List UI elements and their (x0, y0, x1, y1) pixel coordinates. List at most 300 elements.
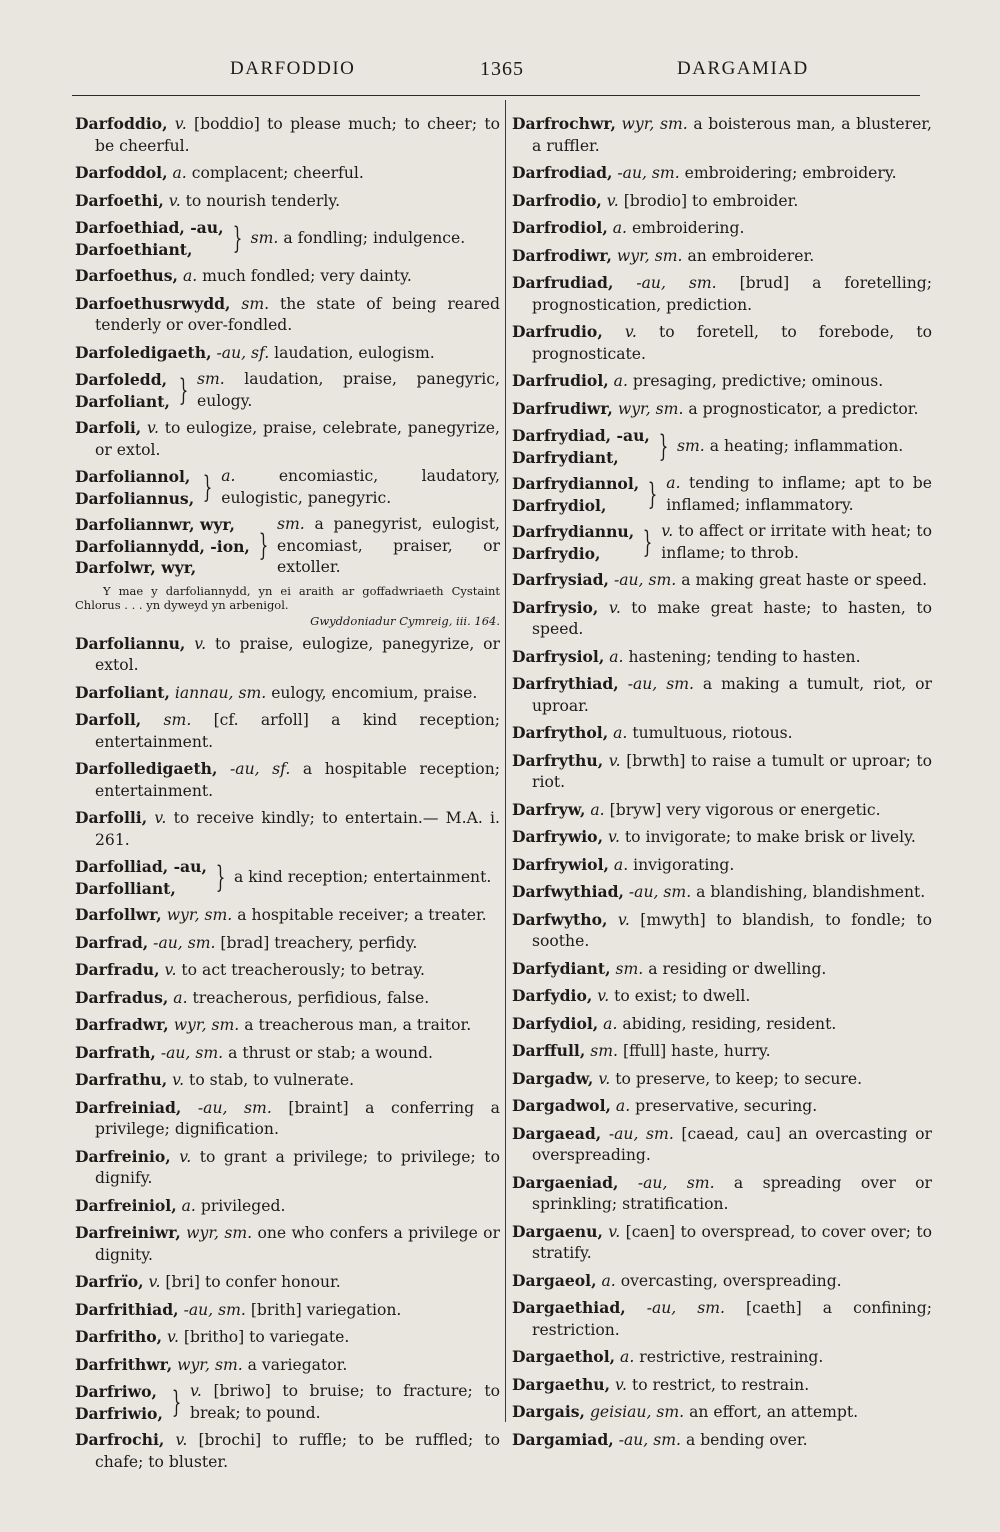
definition-text: a hospitable reception; entertainment. (95, 760, 500, 800)
headword: Darfriwo, (75, 1382, 157, 1401)
definition-text: to act treacherously; to betray. (181, 961, 425, 979)
headword: Darfreinio, (75, 1146, 171, 1166)
dictionary-entry (75, 1429, 500, 1473)
headword: Dargaethiad, (512, 1298, 626, 1317)
grammar-label: a. (620, 1348, 635, 1366)
headword: Darfrath, (75, 1042, 156, 1062)
dictionary-entry (512, 1068, 932, 1091)
definition-text: [ffull] haste, hurry. (622, 1042, 771, 1060)
dictionary-entry (512, 854, 932, 877)
definition-text: a spreading over or sprinkling; stratification. (532, 1173, 932, 1213)
dictionary-entry (75, 1146, 500, 1190)
left-column (75, 113, 500, 1478)
dictionary-entry (512, 245, 932, 268)
headword: Darfrythol, (512, 723, 609, 742)
grammar-label: v. (167, 1328, 179, 1346)
headword: Darfrudiwr, (512, 398, 613, 418)
brace: } (215, 859, 226, 895)
running-header (0, 58, 1000, 88)
definition-text: complacent; cheerful. (191, 164, 364, 182)
headword: Darfrochi, (75, 1430, 165, 1449)
headword-group (75, 856, 207, 899)
dictionary-entry (512, 162, 932, 185)
headword: Darfolliad, -au, (75, 857, 207, 876)
dictionary-entry (75, 633, 500, 677)
grammar-label: v. (168, 191, 181, 210)
brace: } (258, 528, 269, 564)
grammar-label: wyr, sm. (166, 906, 233, 924)
headword: Darfrythiad, (512, 674, 619, 693)
definition-text: [brud] a foretelling; prognostication, prediction. (532, 274, 932, 314)
dictionary-entry (512, 958, 932, 981)
grammar-label: -au, sm. (153, 933, 216, 952)
citation-source: Gwyddoniadur Cymreig, iii. 164. (310, 613, 500, 628)
headword: Dargaeol, (512, 1270, 597, 1290)
definition-text: tumultuous, riotous. (632, 724, 793, 742)
headword: Darfrysiol, (512, 646, 605, 666)
definition-text: [bri] to confer honour. (165, 1273, 341, 1291)
definition-text: a treacherous man, a traitor. (244, 1016, 472, 1034)
definition (661, 521, 932, 564)
grammar-label: sm. (615, 959, 644, 978)
grammar-label: v. (606, 191, 619, 210)
grammar-label: v. (194, 634, 207, 653)
definition-text: to exist; to dwell. (614, 987, 751, 1005)
headword: Darfrodiwr, (512, 245, 612, 265)
page-number: 1365 (480, 58, 524, 80)
definition-text: [caen] to overspread, to cover over; to stratify. (532, 1222, 932, 1262)
headword: Darfoledigaeth, (75, 342, 212, 362)
headword: Darfoliannwr, wyr, (75, 515, 235, 534)
headword: Darfoethusrwydd, (75, 293, 231, 313)
headword-group (75, 514, 250, 579)
definition-text: privileged. (200, 1196, 286, 1215)
dictionary-entry (75, 1069, 500, 1092)
headword: Darfoethiad, -au, (75, 218, 224, 237)
headword: Darfoliant, (75, 682, 170, 702)
right-column (512, 113, 932, 1456)
dictionary-entry (512, 1123, 932, 1167)
definition-text: to praise, eulogize, panegyrize, or extol. (95, 634, 500, 674)
grammar-label: -au, sm. (618, 1430, 681, 1449)
dictionary-entry (512, 1401, 932, 1424)
headword: Darfrudiad, (512, 273, 614, 292)
definition-text: laudation, praise, panegyric, eulogy. (196, 370, 500, 410)
entry-group (75, 217, 500, 260)
definition (234, 867, 500, 889)
headword: Darfrad, (75, 932, 149, 952)
entry-group (75, 856, 500, 899)
headword: Darfoliannydd, -ion, (75, 536, 250, 556)
dictionary-entry (75, 162, 500, 185)
definition-text: restrictive, restraining. (639, 1348, 824, 1366)
definition-text: the state of being reared tenderly or over-fondled. (95, 294, 500, 334)
headword: Darfradus, (75, 987, 169, 1007)
entry-group (512, 521, 932, 564)
definition-text: an embroiderer. (687, 246, 815, 265)
grammar-label: -au, sm. (627, 675, 694, 693)
headword: Darfrywio, (512, 827, 604, 846)
definition-text: embroidering. (631, 219, 745, 237)
definition-text: abiding, residing, resident. (622, 1014, 837, 1033)
entry-group (75, 466, 500, 509)
brace: } (658, 428, 669, 464)
grammar-label: sm. (250, 228, 279, 247)
dictionary-entry (75, 190, 500, 213)
definition-text: [boddio] to please much; to cheer; to be cheerful. (95, 115, 500, 155)
dictionary-entry (75, 1299, 500, 1322)
dictionary-entry (75, 682, 500, 705)
definition-text: presaging, predictive; ominous. (632, 372, 884, 390)
headword-group (75, 1381, 163, 1424)
dictionary-entry (75, 1042, 500, 1065)
entry-group (75, 514, 500, 579)
definition-text: tending to inflame; apt to be inflamed; inflammatory. (666, 474, 932, 514)
definition-text: [britho] to variegate. (183, 1328, 350, 1346)
grammar-label: v. (189, 1382, 202, 1400)
dictionary-entry (512, 799, 932, 822)
dictionary-entry (512, 646, 932, 669)
grammar-label: v. (608, 751, 621, 770)
definition (251, 228, 500, 250)
definition-text: to restrict, to restrain. (631, 1375, 810, 1394)
dictionary-entry (512, 909, 932, 953)
definition (677, 436, 932, 458)
headword: Dargaethu, (512, 1374, 611, 1394)
dictionary-entry (512, 569, 932, 592)
grammar-label: v. (661, 522, 674, 540)
definition-text: a panegyrist, eulogist, encomiast, praiser, or extoller. (276, 515, 500, 576)
definition-text: [caead, cau] an overcasting or overspreading. (532, 1124, 932, 1164)
definition-text: to receive kindly; to entertain.— M.A. i. 261. (95, 809, 500, 849)
definition-text: to nourish tenderly. (185, 191, 341, 210)
grammar-label: a. (590, 800, 605, 819)
definition-text: a making a tumult, riot, or uproar. (532, 675, 932, 715)
grammar-label: sm. (676, 436, 705, 455)
definition (221, 466, 500, 509)
definition-text: to invigorate; to make brisk or lively. (624, 828, 916, 846)
definition-text: preservative, securing. (635, 1097, 818, 1115)
dictionary-entry (512, 1270, 932, 1293)
dictionary-entry (512, 217, 932, 240)
grammar-label: v. (608, 598, 621, 617)
definition-text: a residing or dwelling. (648, 959, 827, 978)
headword: Darfydiol, (512, 1013, 599, 1033)
grammar-label: geisiau, sm. (589, 1403, 685, 1421)
definition-text: a bending over. (685, 1430, 808, 1449)
definition-text: a heating; inflammation. (709, 436, 904, 455)
definition-text: a boisterous man, a blusterer, a ruffler. (532, 115, 932, 155)
grammar-label: v. (179, 1147, 192, 1166)
dictionary-entry (75, 293, 500, 337)
dictionary-entry (512, 750, 932, 794)
headword: Darfrydiol, (512, 495, 607, 515)
headword: Darfreiniad, (75, 1097, 182, 1117)
grammar-label: v. (617, 910, 630, 929)
grammar-label: -au, sm. (637, 1173, 715, 1192)
definition-text: an effort, an attempt. (689, 1403, 859, 1421)
headword-group (512, 473, 639, 516)
grammar-label: sm. (276, 515, 305, 533)
dictionary-entry (512, 1429, 932, 1452)
grammar-label: v. (598, 1069, 611, 1088)
definition-text: a fondling; indulgence. (283, 228, 466, 247)
definition-text: [brodio] to embroider. (623, 191, 799, 210)
dictionary-entry (512, 1013, 932, 1036)
definition-text: to eulogize, praise, celebrate, panegyrize, or extol. (95, 419, 500, 459)
headword: Darfrydio, (512, 543, 601, 563)
dictionary-entry (512, 1040, 932, 1063)
grammar-label: v. (597, 987, 610, 1005)
brace: } (642, 524, 653, 560)
headword: Darfritho, (75, 1327, 163, 1346)
grammar-label: v. (148, 1273, 161, 1291)
grammar-label: sm. (590, 1042, 618, 1060)
entry-group (512, 425, 932, 468)
grammar-label: a. (182, 267, 198, 285)
headword: Darfrysiad, (512, 570, 609, 589)
definition-text: [bryw] very vigorous or energetic. (609, 800, 881, 819)
headword: Darfoledd, (75, 370, 168, 389)
grammar-label: -au, sm. (628, 883, 692, 901)
definition-text: a variegator. (247, 1355, 348, 1374)
definition-text: to foretell, to forebode, to prognosticate. (532, 323, 932, 363)
dictionary-entry (75, 1271, 500, 1294)
grammar-label: -au, sm. (613, 571, 677, 589)
grammar-label: -au, sm. (608, 1124, 674, 1143)
dictionary-entry (75, 1326, 500, 1349)
dictionary-entry (75, 1014, 500, 1037)
dictionary-entry (75, 1195, 500, 1218)
definition-text: [braint] a conferring a privilege; dignification. (95, 1098, 500, 1138)
dictionary-entry (512, 1172, 932, 1216)
headword: Darfradu, (75, 960, 160, 979)
grammar-label: -au, sf. (216, 343, 270, 362)
headword: Darfoddio, (75, 114, 168, 133)
grammar-label: wyr, sm. (616, 246, 683, 265)
dictionary-entry (512, 1221, 932, 1265)
grammar-label: a. (173, 988, 188, 1007)
headword: Darfreiniol, (75, 1195, 177, 1215)
grammar-label: a. (181, 1196, 196, 1215)
definition-text: hastening; tending to hasten. (628, 647, 861, 666)
grammar-label: wyr, sm. (617, 399, 684, 418)
headword: Darfolwr, wyr, (75, 558, 197, 577)
headword: Darfollwr, (75, 905, 162, 924)
dictionary-entry (75, 1354, 500, 1377)
dictionary-entry (512, 321, 932, 365)
headword: Dargamiad, (512, 1429, 614, 1449)
definition-text: treacherous, perfidious, false. (192, 988, 430, 1007)
headword: Darfoethiant, (75, 239, 193, 259)
dictionary-entry (512, 370, 932, 393)
dictionary-entry (75, 1222, 500, 1266)
headword: Darfoethus, (75, 266, 178, 285)
dictionary-entry (75, 904, 500, 927)
grammar-label: a. (221, 467, 236, 485)
definition-text: eulogy, encomium, praise. (271, 683, 478, 702)
definition-text: [briwo] to bruise; to fracture; to break; to pound. (189, 1382, 500, 1422)
headword: Darfwythiad, (512, 882, 624, 901)
definition-text: to preserve, to keep; to secure. (615, 1069, 863, 1088)
headword: Dargaethol, (512, 1347, 616, 1366)
definition (197, 369, 500, 412)
dictionary-entry (75, 265, 500, 288)
headword: Darfrodio, (512, 190, 602, 210)
definition (277, 514, 500, 579)
definition-text: [cf. arfoll] a kind reception; entertainment. (95, 711, 500, 751)
headword: Darfrochwr, (512, 114, 616, 133)
headword-group (75, 217, 224, 260)
dictionary-entry (512, 597, 932, 641)
headword: Darfreiniwr, (75, 1223, 181, 1242)
grammar-label: v. (608, 1222, 621, 1241)
definition-text: [brwth] to raise a tumult or uproar; to riot. (532, 751, 932, 791)
headword: Darfrydiannol, (512, 474, 640, 493)
headword: Darfolledigaeth, (75, 759, 218, 778)
definition-text: invigorating. (633, 855, 735, 874)
grammar-label: a. (603, 1014, 618, 1033)
headword-group (512, 521, 634, 564)
dictionary-entry (75, 113, 500, 157)
dictionary-entry (512, 1095, 932, 1118)
headword: Darfrydiannu, (512, 522, 635, 541)
grammar-label: -au, sm. (646, 1299, 726, 1317)
grammar-label: v. (147, 419, 159, 437)
dictionary-entry (75, 807, 500, 851)
headword: Darfydio, (512, 986, 593, 1005)
headword: Darfrydiad, -au, (512, 426, 650, 445)
headword: Darfrydiant, (512, 447, 619, 467)
grammar-label: sm. (196, 370, 225, 388)
dictionary-entry (75, 1097, 500, 1141)
definition (190, 1381, 500, 1424)
dictionary-entry (75, 758, 500, 802)
headword: Darfradwr, (75, 1015, 169, 1034)
grammar-label: v. (154, 809, 167, 827)
grammar-label: v. (175, 1431, 188, 1449)
headword: Darfoliannus, (75, 488, 195, 508)
grammar-label: a. (613, 855, 629, 874)
definition-text: a prognosticator, a predictor. (688, 399, 919, 418)
headword: Dargadw, (512, 1068, 594, 1088)
grammar-label: a. (613, 724, 628, 742)
dictionary-entry (75, 709, 500, 753)
column-divider (505, 100, 506, 1422)
headword: Darfrudio, (512, 322, 603, 341)
brace: } (178, 372, 189, 408)
headword: Dargaead, (512, 1123, 602, 1143)
headword-group (75, 369, 170, 412)
headword: Darfrythu, (512, 750, 604, 770)
headword: Darfoliant, (75, 391, 170, 411)
definition-text: [brith] variegation. (250, 1300, 402, 1319)
grammar-label: a. (609, 647, 624, 666)
headword: Dargais, (512, 1402, 585, 1421)
definition-text: [mwyth] to blandish, to fondle; to soothe. (532, 910, 932, 950)
headword: Dargaenu, (512, 1221, 603, 1241)
definition-text: [brad] treachery, perfidy. (220, 933, 418, 952)
dictionary-entry (75, 987, 500, 1010)
grammar-label: a. (172, 164, 187, 182)
grammar-label: wyr, sm. (186, 1224, 253, 1242)
grammar-label: -au, sm. (636, 274, 717, 292)
entry-group (75, 1381, 500, 1424)
headword: Dargadwol, (512, 1096, 611, 1115)
headword: Darfrathu, (75, 1070, 168, 1089)
citation-quote: Y mae y darfoliannydd, yn ei araith ar goffadwriaeth Cystaint Chlorus . . . yn dyweyd yn arbenigol. (75, 583, 500, 612)
headword: Darfoliannu, (75, 633, 186, 653)
definition (666, 473, 932, 516)
headword-group (512, 425, 650, 468)
dictionary-entry (75, 932, 500, 955)
header-right-guide-word: DARGAMIAD (677, 58, 809, 79)
headword: Darfolli, (75, 808, 148, 827)
dictionary-entry (512, 722, 932, 745)
headword: Darfoethi, (75, 190, 164, 210)
headword: Darfryw, (512, 799, 586, 819)
headword: Darfolliant, (75, 878, 176, 898)
dictionary-entry (512, 1374, 932, 1397)
headword: Darfoliannol, (75, 467, 191, 486)
definition-text: embroidering; embroidery. (684, 164, 897, 182)
dictionary-entry (512, 826, 932, 849)
grammar-label: wyr, sm. (621, 115, 688, 133)
grammar-label: -au, sm. (183, 1300, 246, 1319)
headword: Darfrodiad, (512, 163, 613, 182)
grammar-label: v. (624, 323, 637, 341)
dictionary-entry (75, 342, 500, 365)
grammar-label: a. (666, 474, 681, 492)
headword: Darfrïo, (75, 1272, 144, 1291)
grammar-label: wyr, sm. (173, 1016, 240, 1034)
grammar-label: a. (601, 1271, 616, 1290)
definition-text: [caeth] a confining; restriction. (532, 1299, 932, 1339)
definition-text: laudation, eulogism. (274, 343, 435, 362)
dictionary-entry (512, 1346, 932, 1369)
headword: Darfydiant, (512, 958, 611, 978)
definition-text: a making great haste or speed. (681, 571, 928, 589)
definition-text: to affect or irritate with heat; to inflame; to throb. (661, 522, 933, 562)
definition-text: a blandishing, blandishment. (696, 883, 926, 901)
brace: } (202, 469, 213, 505)
dictionary-entry (512, 673, 932, 717)
headword: Darfoddol, (75, 163, 168, 182)
grammar-label: v. (174, 115, 187, 133)
headword: Darfriwio, (75, 1403, 163, 1423)
definition-text: a thrust or stab; a wound. (228, 1043, 433, 1062)
dictionary-entry (512, 1297, 932, 1341)
definition-text: a hospitable receiver; a treater. (237, 906, 487, 924)
headword: Darfrysio, (512, 597, 599, 617)
headword: Darffull, (512, 1041, 586, 1060)
dictionary-entry (75, 959, 500, 982)
grammar-label: a. (615, 1097, 631, 1115)
definition-text: a kind reception; entertainment. (234, 867, 492, 886)
grammar-label: -au, sm. (617, 164, 680, 182)
grammar-label: a. (612, 219, 627, 237)
header-left-guide-word: DARFODDIO (230, 58, 356, 79)
grammar-label: iannau, sm. (174, 683, 267, 702)
header-rule (72, 95, 920, 96)
brace: } (171, 1384, 182, 1420)
entry-group (512, 473, 932, 516)
definition-text: encomiastic, laudatory, eulogistic, panegyric. (221, 467, 500, 507)
dictionary-entry (75, 417, 500, 461)
headword: Darfrudiol, (512, 371, 609, 390)
definition-text: to grant a privilege; to privilege; to dignify. (95, 1147, 500, 1187)
grammar-label: v. (607, 828, 620, 846)
